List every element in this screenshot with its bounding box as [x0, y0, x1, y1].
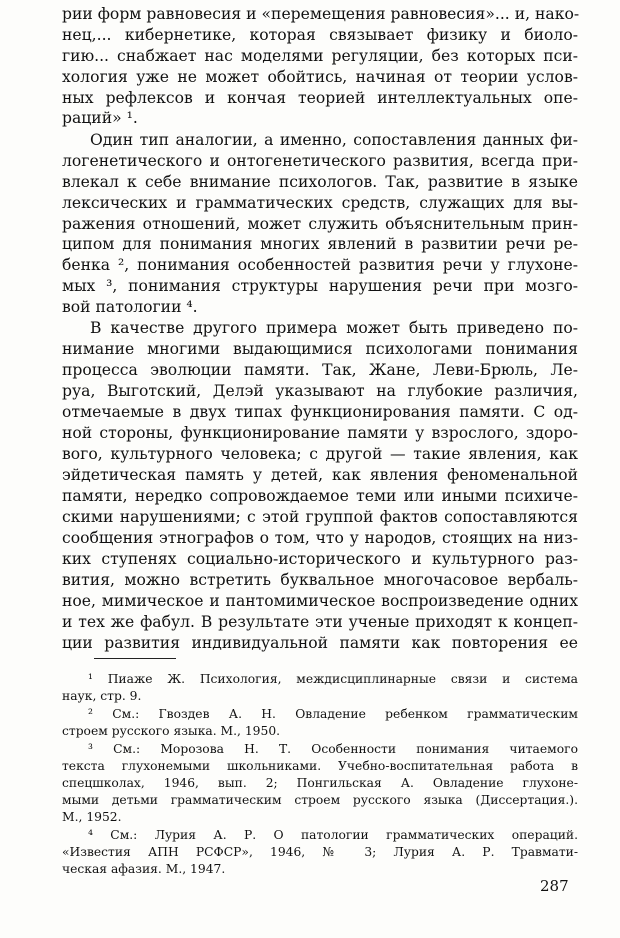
- text-line: влекал к себе внимание психологов. Так, развитие в языке: [62, 173, 578, 191]
- text-line: процесса эволюции памяти. Так, Жане, Леви-Брюль, Ле-: [62, 361, 578, 379]
- text-line: и тех же фабул. В результате эти ученые приходят к концеп-: [62, 613, 578, 631]
- text-line: ции развития индивидуальной памяти как повторения ее: [62, 634, 578, 652]
- footnote-line: ² См.: Гвоздев А. Н. Овладение ребенком грамматическим: [88, 707, 578, 721]
- footnote-line: строем русского языка. М., 1950.: [62, 724, 281, 738]
- text-line: нимание многими выдающимися психологами понимания: [62, 340, 578, 358]
- footnote-divider: [94, 658, 176, 659]
- text-line: рии форм равновесия и «перемещения равновесия»... и, нако-: [62, 5, 580, 23]
- text-line: хология уже не может обойтись, начиная от теории услов-: [62, 68, 578, 86]
- text-line: бенка ², понимания особенностей развития речи у глухоне-: [62, 256, 578, 274]
- text-line: ной стороны, функционирование памяти у взрослого, здоро-: [62, 424, 578, 442]
- text-line: скими нарушениями; с этой группой фактов сопоставляются: [62, 508, 578, 526]
- text-line: ких ступенях социально-исторического и культурного раз-: [62, 550, 578, 568]
- text-line: Один тип аналогии, а именно, сопоставления данных фи-: [90, 131, 578, 149]
- text-line: ципом для понимания многих явлений в развитии речи ре-: [62, 235, 578, 253]
- text-line: лексических и грамматических средств, служащих для вы-: [62, 194, 578, 212]
- page-number: 287: [540, 877, 569, 895]
- footnote-line: ⁴ См.: Лурия А. Р. О патологии грамматических операций.: [88, 828, 578, 842]
- text-line: гию... снабжает нас моделями регуляции, без которых пси-: [62, 47, 578, 65]
- text-line: сообщения этнографов о том, что у народов, стоящих на низ-: [62, 529, 578, 547]
- footnote-line: «Известия АПН РСФСР», 1946, № 3; Лурия А. Р. Травмати-: [62, 845, 578, 859]
- footnote-line: М., 1952.: [62, 810, 122, 824]
- text-line: ных рефлексов и кончая теорией интеллектуальных опе-: [62, 89, 578, 107]
- text-line: ражения отношений, может служить объяснительным прин-: [62, 215, 578, 233]
- text-line: руа, Выготский, Делэй указывают на глубокие различия,: [62, 382, 578, 400]
- text-line: В качестве другого примера может быть приведено по-: [90, 319, 578, 337]
- text-line: раций» ¹.: [62, 109, 138, 127]
- footnote-line: текста глухонемыми школьниками. Учебно-воспитательная работа в: [62, 759, 578, 773]
- text-line: ное, мимическое и пантомимическое воспроизведение одних: [62, 592, 578, 610]
- footnote-line: наук, стр. 9.: [62, 689, 142, 703]
- text-line: нец,... кибернетике, которая связывает физику и биоло-: [62, 26, 578, 44]
- footnote-line: спецшколах, 1946, вып. 2; Понгильская А. Овладение глухоне-: [62, 776, 578, 790]
- footnote-line: ³ См.: Морозова Н. Т. Особенности понимания читаемого: [88, 742, 578, 756]
- text-line: логенетического и онтогенетического развития, всегда при-: [62, 152, 578, 170]
- text-line: памяти, нередко сопровождаемое теми или иными психиче-: [62, 487, 578, 505]
- footnote-line: ческая афазия. М., 1947.: [62, 862, 226, 876]
- text-line: отмечаемые в двух типах функционирования памяти. С од-: [62, 403, 578, 421]
- text-line: вития, можно встретить буквальное многочасовое вербаль-: [62, 571, 578, 589]
- text-line: вой патологии ⁴.: [62, 298, 198, 316]
- footnote-line: ¹ Пиаже Ж. Психология, междисциплинарные связи и система: [88, 672, 578, 686]
- text-line: вого, культурного человека; с другой — такие явления, как: [62, 445, 578, 463]
- footnote-line: мыми детьми грамматическим строем русского языка (Диссертация.).: [62, 793, 578, 807]
- text-line: мых ³, понимания структуры нарушения речи при мозго-: [62, 277, 578, 295]
- text-line: эйдетическая память у детей, как явления феноменальной: [62, 466, 578, 484]
